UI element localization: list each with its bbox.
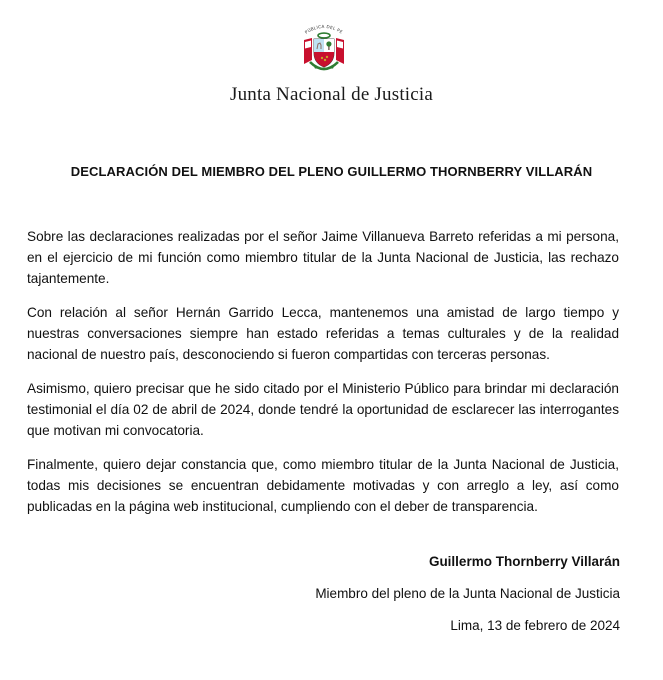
paragraph: Sobre las declaraciones realizadas por el señor Jaime Villanueva Barreto referidas a mi persona, en el ejercicio de mi función como miembro titular de la Junta Nacional de Justicia, las rechazo tajantemente.: [27, 229, 619, 286]
document-header: [0, 0, 663, 120]
place-and-date: Lima, 13 de febrero de 2024: [450, 618, 620, 633]
document-body: [27, 226, 619, 517]
signatory-name: Guillermo Thornberry Villarán: [428, 554, 620, 569]
signatory-role: Miembro del pleno de la Junta Nacional de Justicia: [315, 586, 620, 601]
paragraph: Con relación al señor Hernán Garrido Lecca, mantenemos una amistad de largo tiempo y nuestras conversaciones siempre han estado referidas a temas culturales y de la realidad nacional de nuestro país, desconociendo si fueron compartidas con terceras personas.: [27, 305, 619, 362]
paragraph: Finalmente, quiero dejar constancia que, como miembro titular de la Junta Nacional de Justicia, todas mis decisiones se encuentran debidamente motivadas y con arreglo a ley, así como publicadas en la página web institucional, cumpliendo con el deber de transparencia.: [27, 457, 619, 514]
svg-text:REPÚBLICA DEL PERÚ: PÚBLICA DEL PE: [303, 23, 344, 35]
institution-name: Junta Nacional de Justicia: [229, 84, 434, 105]
paragraph: Asimismo, quiero precisar que he sido citado por el Ministerio Público para brindar mi declaración testimonial el día 02 de abril de 2024, donde tendré la oportunidad de esclarecer las interrogantes que motivan mi convocatoria.: [27, 381, 619, 438]
national-coat-of-arms-icon: [298, 20, 350, 78]
signature-block: [200, 554, 620, 638]
document-title: DECLARACIÓN DEL MIEMBRO DEL PLENO GUILLERMO THORNBERRY VILLARÁN: [70, 164, 593, 179]
